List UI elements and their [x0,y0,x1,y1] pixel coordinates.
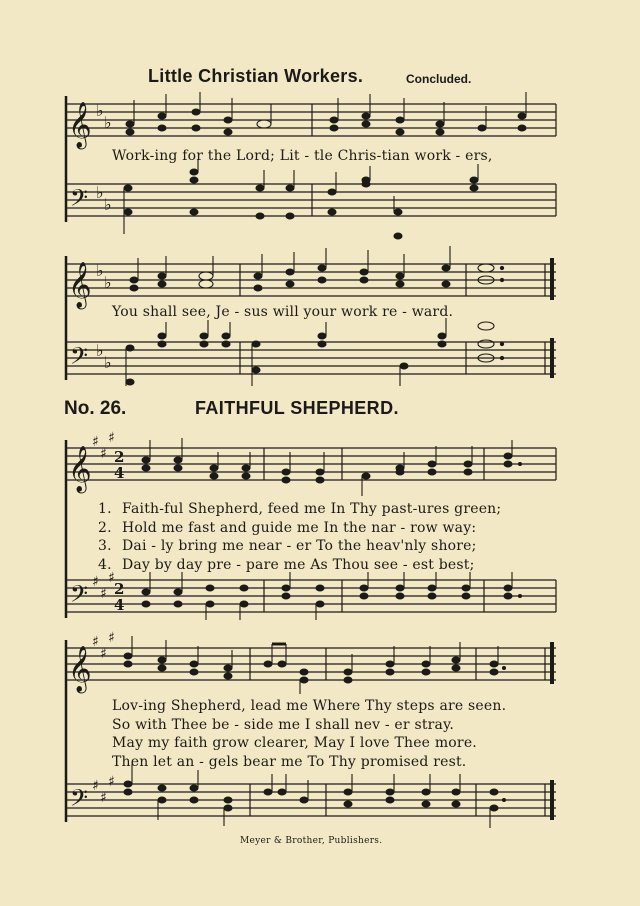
treble-clef-icon: 𝄞 [68,446,92,492]
publisher-credit: Meyer & Brother, Publishers. [240,836,383,846]
hymn-number: No. 26. [64,398,127,419]
flat-icon: ♭ [96,261,104,280]
flat-icon: ♭ [104,113,112,132]
verse-line: So with Thee be - side me I shall nev - er stray. [112,716,454,733]
time-signature-icon: 2 [114,580,125,598]
treble-clef-icon: 𝄞 [68,646,92,692]
verse-text: Day by day pre - pare me As Thou see - est best; [122,556,475,573]
bass-clef-icon: 𝄢 [70,784,89,817]
verse-line: Then let an - gels bear me To Thy promised rest. [112,753,467,770]
verse-text: Hold me fast and guide me In the nar - row way: [122,519,477,536]
time-signature-icon: 4 [114,464,125,482]
sharp-icon: ♯ [92,434,99,450]
sharp-icon: ♯ [100,446,107,462]
bass-clef-icon: 𝄢 [70,342,89,375]
flat-icon: ♭ [96,183,104,202]
bass-clef-icon: 𝄢 [70,580,89,613]
hymn-title: FAITHFUL SHEPHERD. [195,398,399,418]
song-subtitle: Concluded. [406,72,472,86]
verse-number: 2. [98,519,112,536]
flat-icon: ♭ [96,341,104,360]
lyric-line: Work-ing for the Lord; Lit - tle Chris-tian work - ers, [112,148,493,164]
verses-part-2 [112,697,506,771]
sharp-icon: ♯ [108,630,115,646]
song-title: Little Christian Workers. [148,66,364,86]
sharp-icon: ♯ [92,778,99,794]
sharp-icon: ♯ [100,646,107,662]
flat-icon: ♭ [104,195,112,214]
lyric-line: You shall see, Je - sus will your work re - ward. [112,304,454,320]
verse-line: May my faith grow clearer, May I love Thee more. [112,735,477,751]
sharp-icon: ♯ [92,634,99,650]
sharp-icon: ♯ [100,586,107,602]
verse-number: 4. [98,556,112,573]
flat-icon: ♭ [104,353,112,372]
bass-clef-icon: 𝄢 [70,184,89,217]
sharp-icon: ♯ [108,430,115,446]
sharp-icon: ♯ [108,774,115,790]
treble-clef-icon: 𝄞 [68,262,92,308]
verse-number: 1. [98,501,112,517]
verse-text: Dai - ly bring me near - er To the heav'nly shore; [122,538,477,554]
sharp-icon: ♯ [92,574,99,590]
flat-icon: ♭ [96,101,104,120]
time-signature-icon: 2 [114,448,125,466]
sharp-icon: ♯ [108,570,115,586]
verse-line: Lov-ing Shepherd, lead me Where Thy steps are seen. [112,698,507,714]
treble-clef-icon: 𝄞 [68,102,92,148]
verse-text: Faith-ful Shepherd, feed me In Thy past-ures green; [122,501,502,517]
time-signature-icon: 4 [114,596,125,614]
verse-number: 3. [98,538,112,554]
flat-icon: ♭ [104,273,112,292]
sharp-icon: ♯ [100,790,107,806]
